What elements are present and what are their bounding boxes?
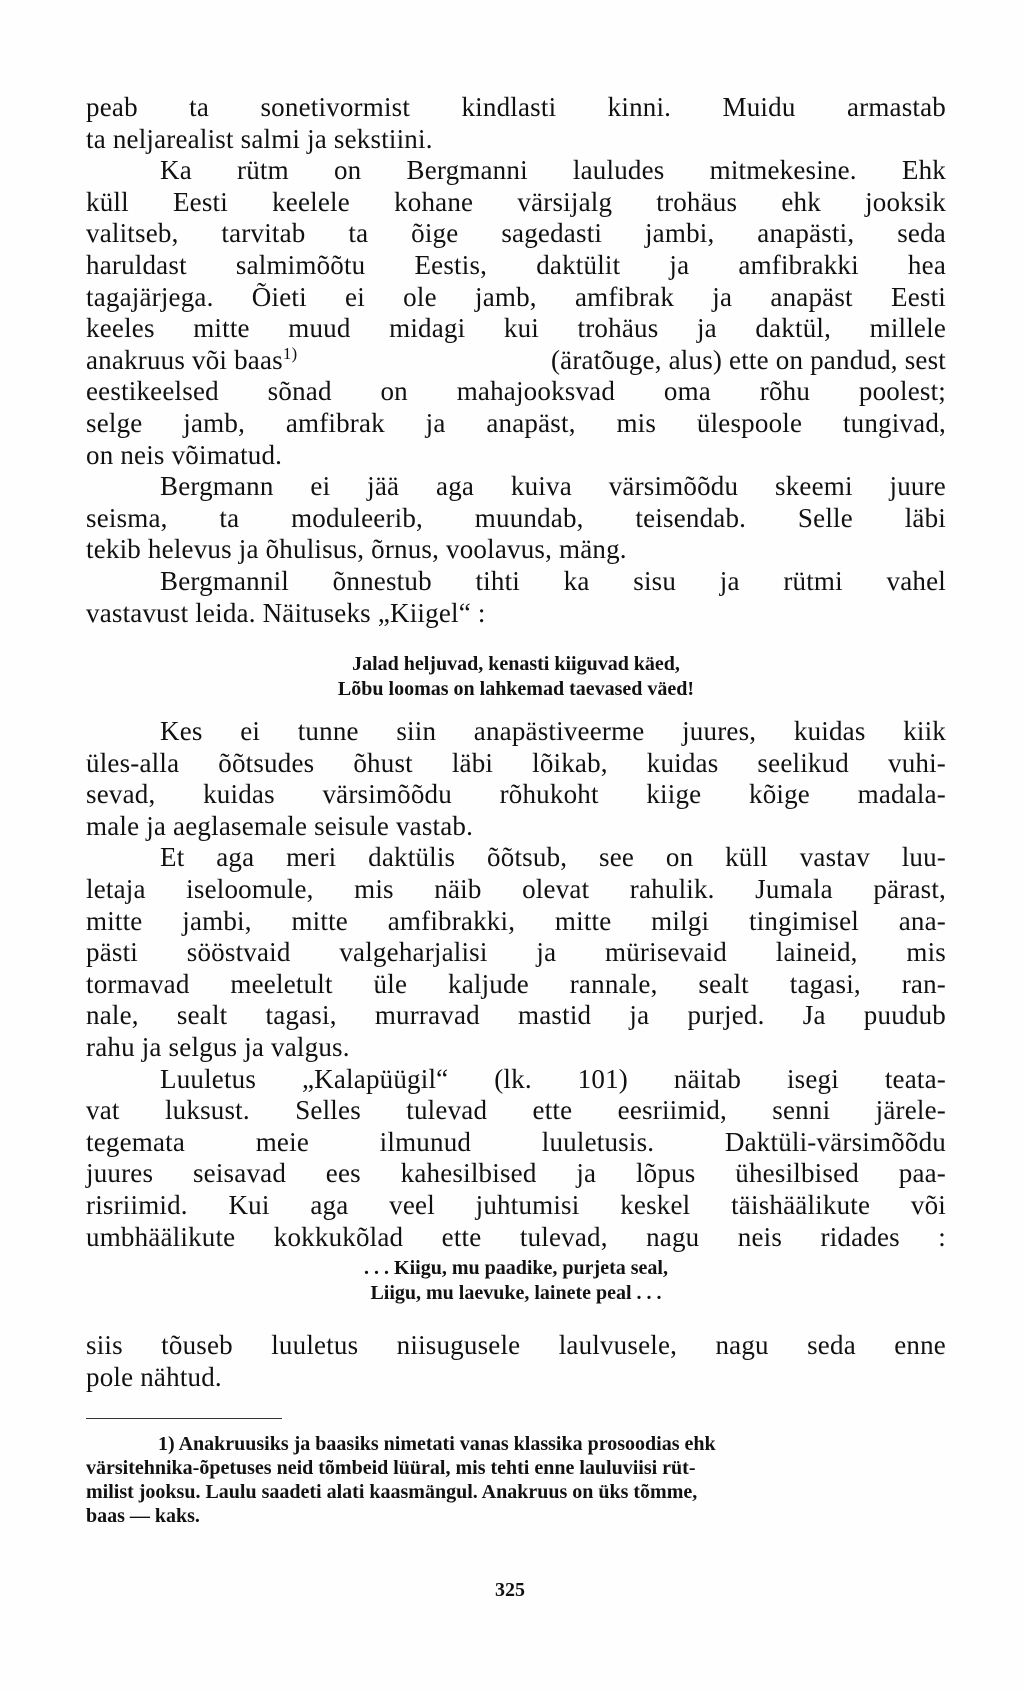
page-number: 325: [495, 1579, 525, 1601]
text-line: Et aga meri daktülis õõtsub, see on küll vastav luu-: [160, 842, 946, 873]
text-fragment: [86, 345, 297, 377]
poem-line: . . . Kiigu, mu paadike, purjeta seal,: [364, 1257, 668, 1279]
text-fragment-a: anakruus või baas: [86, 344, 283, 375]
poem-quote-kiigel: [86, 652, 946, 702]
main-text: [86, 92, 946, 629]
text-line: mitte jambi, mitte amfibrakki, mitte milgi tingimisel ana-: [86, 905, 946, 936]
poem-line: Liigu, mu laevuke, lainete peal . . .: [370, 1282, 662, 1304]
text-line: Ka rütm on Bergmanni lauludes mitmekesine. Ehk: [160, 155, 946, 186]
text-line: male ja aeglasemale seisule vastab.: [86, 810, 474, 841]
poem-line: Jalad heljuvad, kenasti kiiguvad käed,: [352, 653, 680, 675]
text-line: on neis võimatud.: [86, 439, 283, 470]
main-text-continued: [86, 716, 946, 1253]
text-line-with-footnote: [86, 345, 946, 377]
text-line: siis tõuseb luuletus niisugusele laulvusele, nagu seda enne: [86, 1330, 946, 1360]
text-line: letaja iseloomule, mis näib olevat rahulik. Jumala pärast,: [86, 873, 946, 904]
text-line: ta neljarealist salmi ja sekstiini.: [86, 123, 433, 154]
text-line: üles-alla õõtsudes õhust läbi lõikab, kuidas seelikud vuhi-: [86, 747, 946, 778]
text-line: vastavust leida. Näituseks „Kiigel“ :: [86, 597, 486, 628]
text-line: selge jamb, amfibrak ja anapäst, mis ülespoole tungivad,: [86, 407, 946, 438]
main-text-end: [86, 1330, 946, 1393]
poem-line: Lõbu loomas on lahkemad taevased väed!: [337, 678, 695, 700]
text-line: Luuletus „Kalapüügil“ (lk. 101) näitab isegi teata-: [160, 1063, 946, 1094]
footnote-line: baas — kaks.: [86, 1505, 200, 1527]
text-line: umbhäälikute kokkukõlad ette tulevad, nagu neis ridades :: [86, 1221, 946, 1252]
text-line: vat luksust. Selles tulevad ette eesriimid, senni järele-: [86, 1095, 946, 1126]
text-line: valitseb, tarvitab ta õige sagedasti jambi, anapästi, seda: [86, 218, 946, 249]
footnote: [86, 1432, 946, 1528]
text-line: juures seisavad ees kahesilbised ja lõpus ühesilbised paa-: [86, 1158, 946, 1189]
text-line: Bergmannil õnnestub tihti ka sisu ja rütmi vahel: [160, 565, 946, 596]
text-line: tekib helevus ja õhulisus, õrnus, voolavus, mäng.: [86, 534, 627, 565]
footnote-line: milist jooksu. Laulu saadeti alati kaasmängul. Anakruus on üks tõmme,: [86, 1481, 698, 1503]
text-line: keeles mitte muud midagi kui trohäus ja daktül, millele: [86, 313, 946, 344]
text-line: sevad, kuidas värsimõõdu rõhukoht kiige kõige madala-: [86, 779, 946, 810]
text-line: Bergmann ei jää aga kuiva värsimõõdu skeemi juure: [160, 471, 946, 502]
text-line: tormavad meeletult üle kaljude rannale, sealt tagasi, ran-: [86, 968, 946, 999]
text-fragment-b: (äratõuge, alus) ette on pandud, sest: [550, 344, 946, 375]
text-line: risriimid. Kui aga veel juhtumisi keskel täishäälikute või: [86, 1189, 946, 1220]
text-line: eestikeelsed sõnad on mahajooksvad oma rõhu poolest;: [86, 376, 946, 407]
text-line: tagajärjega. Õieti ei ole jamb, amfibrak ja anapäst Eesti: [86, 281, 946, 312]
footnote-divider: [86, 1418, 282, 1419]
text-line: rahu ja selgus ja valgus.: [86, 1031, 350, 1062]
text-line: küll Eesti keelele kohane värsijalg trohäus ehk jooksik: [86, 186, 946, 217]
text-line: peab ta sonetivormist kindlasti kinni. Muidu armastab: [86, 92, 946, 122]
footnote-line: [86, 1432, 946, 1456]
footnote-line: värsitehnika-õpetuses neid tõmbeid lüüral, mis tehti enne lauluviisi rüt-: [86, 1457, 696, 1479]
footnote-marker: 1): [282, 343, 298, 363]
text-line: seisma, ta moduleerib, muundab, teisendab. Selle läbi: [86, 502, 946, 533]
text-line: tegemata meie ilmunud luuletusis. Daktüli-värsimõõdu: [86, 1126, 946, 1157]
footnote-text: Anakruusiks ja baasiks nimetati vanas klassika prosoodias ehk: [178, 1433, 716, 1455]
footnote-marker: 1): [158, 1433, 175, 1455]
poem-quote-kalapuugil: [86, 1256, 946, 1306]
text-line: Kes ei tunne siin anapästiveerme juures, kuidas kiik: [160, 716, 946, 746]
text-line: pole nähtud.: [86, 1361, 222, 1392]
text-line: nale, sealt tagasi, murravad mastid ja purjed. Ja puudub: [86, 1000, 946, 1031]
text-line: haruldast salmimõõtu Eestis, daktülit ja amfibrakki hea: [86, 249, 946, 280]
text-line: pästi sööstvaid valgeharjalisi ja mürisevaid laineid, mis: [86, 937, 946, 968]
